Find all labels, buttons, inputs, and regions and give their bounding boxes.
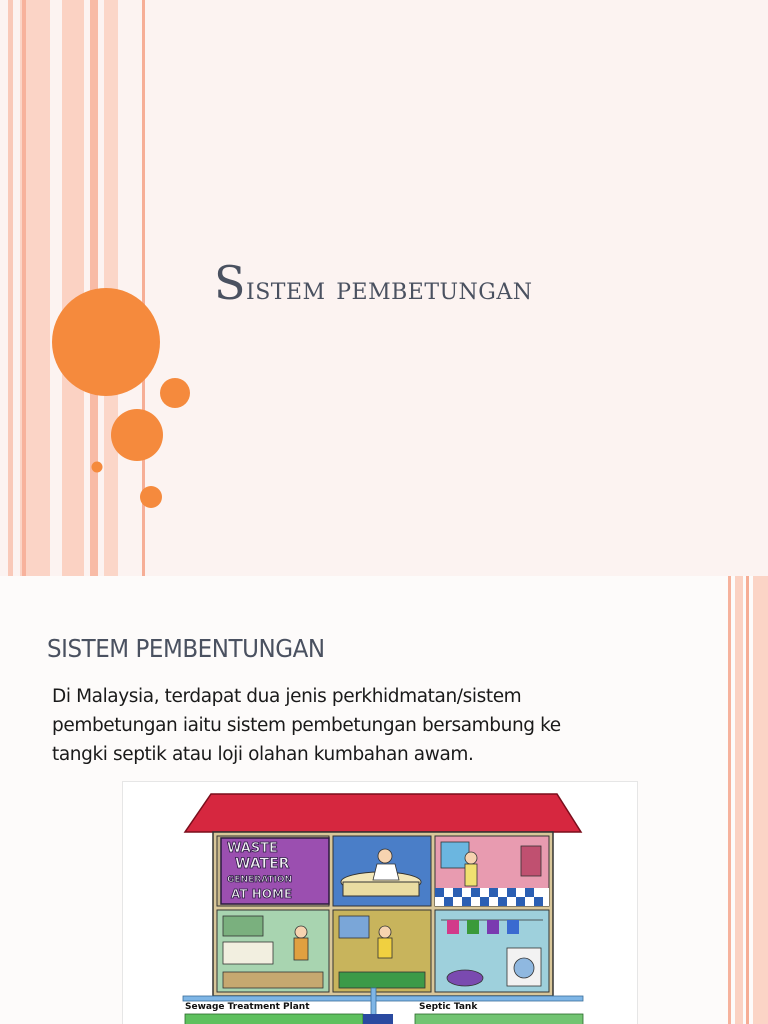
checkered-floor [435,888,549,906]
large-orange-circle [52,288,160,396]
body-line: tangki septik atau loji olahan kumbahan awam. [52,744,474,765]
body-line: pembetungan iaitu sistem pembetungan bersambung ke [52,715,561,736]
section-heading: SISTEM PEMBENTUNGAN [47,634,325,663]
sign-line-2: WATER [235,856,290,872]
septic-tank-label: Septic Tank [419,1002,478,1012]
tiny-orange-circle [92,462,103,473]
drain-pipe [183,996,583,1001]
body-line: Di Malaysia, terdapat dua jenis perkhidmatan/sistem [52,686,522,707]
roof [185,794,581,832]
medium-orange-circle [111,409,163,461]
body-paragraph [52,682,692,769]
content-slide [0,576,768,1024]
septic-tank [415,1014,583,1024]
sewage-treatment-plant-label: Sewage Treatment Plant [185,1002,310,1012]
title-rest: istem pembetungan [246,269,533,307]
sign-line-1: WASTE [227,841,278,856]
sign-line-3: GENERATION [227,875,293,885]
title-initial: S [214,256,247,310]
small-orange-circle [160,378,190,408]
small-orange-circle-bottom [140,486,162,508]
decorative-circles [0,0,200,576]
house-wastewater-illustration [122,781,638,1024]
sign-line-4: AT HOME [231,887,293,901]
slide-title [214,256,754,311]
decorative-stripes-right [728,576,768,1024]
sewage-treatment-plant [185,1014,363,1024]
